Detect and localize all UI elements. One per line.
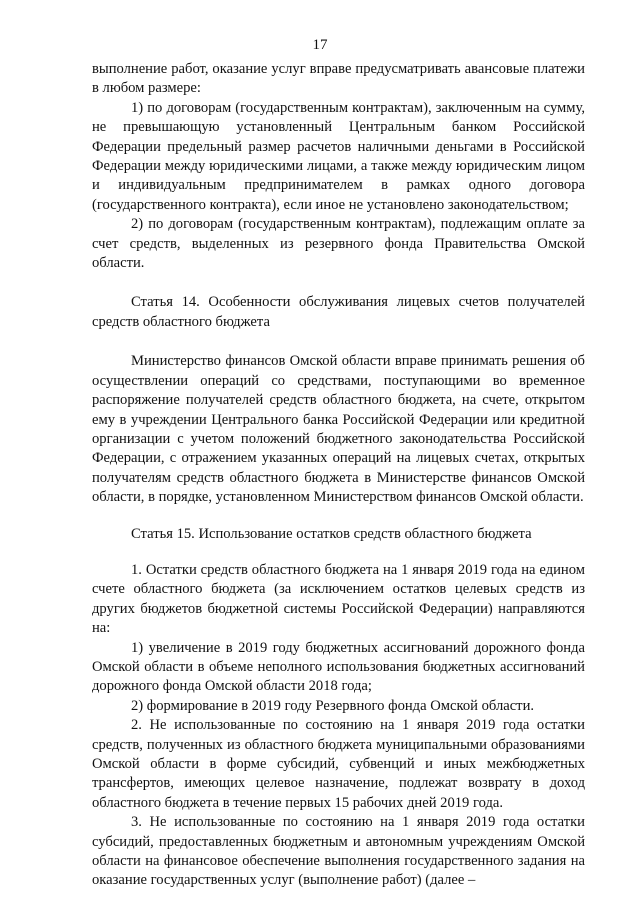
paragraph-item-1: 1) по договорам (государственным контрактам), заключенным на сумму, не превышающую установленный Центральным банком Российской Федерации предельный размер расчетов наличными деньгами в Российской Федерации между юридическими лицами, а также между юридическим лицом и индивидуальным предпринимателем в рамках одного договора (государственного контракта), если иное не установлено законодательством; xyxy=(92,99,585,213)
page-number: 17 xyxy=(312,37,328,53)
article-15-part-1-item-2: 2) формирование в 2019 году Резервного фонда Омской области. xyxy=(131,697,535,714)
article-15-heading: Статья 15. Использование остатков средств областного бюджета xyxy=(131,525,532,542)
document-body xyxy=(92,60,585,891)
article-15-part-1: 1. Остатки средств областного бюджета на 1 января 2019 года на едином счете областного бюджета (за исключением остатков целевых средств из других бюджетов бюджетной системы Российской Федерации) направляются на: xyxy=(92,561,585,637)
article-15-part-1-item-1: 1) увеличение в 2019 году бюджетных ассигнований дорожного фонда Омской области в объеме неполного использования бюджетных ассигнований дорожного фонда Омской области 2018 года; xyxy=(92,639,585,695)
spacer xyxy=(92,273,585,293)
article-14-paragraph: Министерство финансов Омской области вправе принимать решения об осуществлении операций со средствами, поступающими во временное распоряжение получателей средств областного бюджета, на счете, открытом ему в учреждении Центрального банка Российской Федерации или кредитной организации с учетом положений бюджетного законодательства Российской Федерации, с отражением указанных операций на лицевых счетах, открытых получателям средств областного бюджета в Министерстве финансов Омской области, в порядке, установленном Министерством финансов Омской области. xyxy=(92,353,585,506)
paragraph-continuation: выполнение работ, оказание услуг вправе предусматривать авансовые платежи в любом размере: xyxy=(92,61,585,97)
article-15-part-2: 2. Не использованные по состоянию на 1 января 2019 года остатки средств, полученных из областного бюджета муниципальными образованиями Омской области в форме субсидий, субвенций и иных межбюджетных трансфертов, имеющих целевое назначение, подлежат возврату в доход областного бюджета в течение первых 15 рабочих дней 2019 года. xyxy=(92,717,585,811)
article-14-heading: Статья 14. Особенности обслуживания лицевых счетов получателей средств областного бюджета xyxy=(92,294,585,330)
spacer xyxy=(92,508,585,525)
paragraph-item-2: 2) по договорам (государственным контрактам), подлежащим оплате за счет средств, выделенных из резервного фонда Правительства Омской области. xyxy=(92,216,585,272)
spacer xyxy=(92,332,585,352)
spacer xyxy=(92,544,585,561)
article-15-part-3: 3. Не использованные по состоянию на 1 января 2019 года остатки субсидий, предоставленных бюджетным и автономным учреждениям Омской области на финансовое обеспечение выполнения государственного задания на оказание государственных услуг (выполнение работ) (далее – xyxy=(92,814,585,889)
